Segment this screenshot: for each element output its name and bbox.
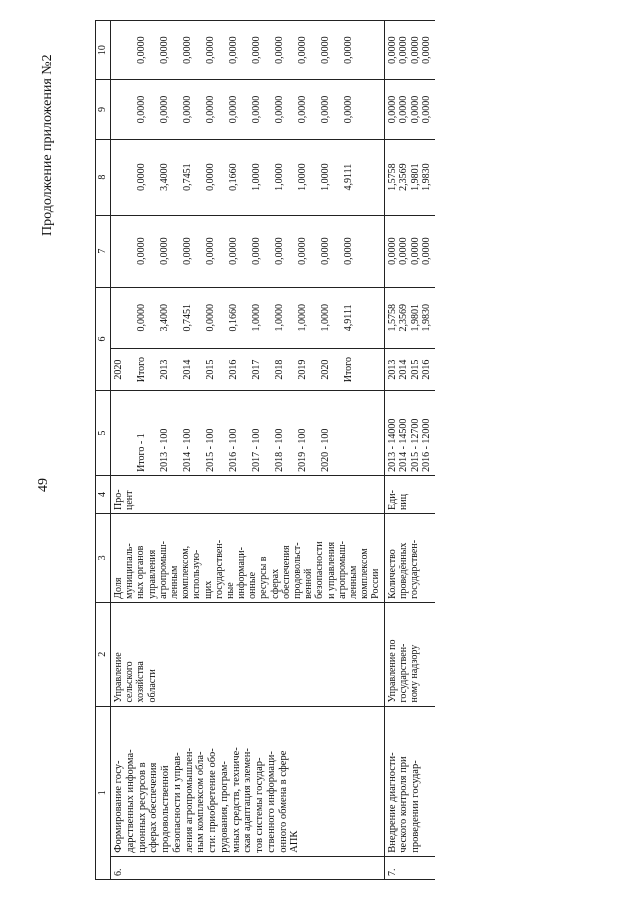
measure-name-line: ственного информаци- [265,751,277,853]
data-table [95,20,435,880]
year-line: 2014 [182,359,193,380]
column-number-row [96,21,111,880]
indicator-name-line: и управления [325,541,337,599]
other-funding-cell [111,21,385,80]
year-line: 2015 [205,359,216,380]
year-line: 2013 [386,359,398,380]
local-funding-line: 0,0000 [343,95,354,124]
unit-line: Еди- [386,490,398,510]
executor-line: области [146,669,158,703]
regional-funding-line [113,143,136,212]
federal-funding-line: 0,0000 [251,237,262,265]
federal-funding-line: 0,0000 [421,237,432,265]
other-funding-line: 0,0000 [136,36,147,64]
other-funding-line: 0,0000 [274,36,285,64]
measure-name-cell [111,706,385,856]
total-funding-line: 0,0000 [205,304,216,332]
indicator-name-line: сферах [269,568,281,599]
federal-funding-line: 0,0000 [136,237,147,265]
col-number: 7 [96,215,111,287]
other-funding-line: 0,0000 [398,36,409,64]
regional-funding-line: 1,9830 [421,163,432,191]
local-funding-line: 0,0000 [274,95,285,124]
local-funding-cell [384,80,435,139]
indicator-name-line: ленным [168,565,180,599]
table-row [384,21,435,880]
other-funding-line [113,24,136,76]
header-note: Продолжение приложения №2 [40,54,55,236]
federal-funding-line: 0,0000 [409,237,421,265]
row-number-cell: 6. [111,856,385,879]
executor-cell [384,602,435,706]
target-value-line: 2016 - 12000 [421,418,432,472]
regional-funding-line: 4,9111 [343,163,354,191]
local-funding-line [113,83,136,135]
year-line: 2019 [297,359,308,380]
col-number: 9 [96,80,111,139]
executor-line: хозяйства [135,661,147,703]
total-funding-line: 3,4000 [159,304,170,332]
regional-funding-line: 0,0000 [205,163,216,191]
total-funding-line: 2,3569 [398,304,409,332]
federal-funding-line: 0,0000 [343,237,354,265]
regional-funding-line: 1,5758 [386,163,398,191]
local-funding-line: 0,0000 [136,95,147,124]
col-number: 3 [96,513,111,602]
measure-name-line: онного обмена в сфере [277,750,289,853]
target-value-cell [384,391,435,476]
indicator-name-line: ленным [347,565,359,599]
other-funding-line: 0,0000 [251,36,262,64]
regional-funding-line: 0,7451 [182,163,193,191]
local-funding-line: 0,0000 [205,95,216,124]
col-number: 2 [96,602,111,706]
year-cell [384,348,435,390]
indicator-name-line: щих [202,580,214,599]
total-funding-line: 0,7451 [182,304,193,332]
executor-line: Управление [113,652,124,703]
indicator-name-line: использую- [191,549,203,599]
total-funding-cell [384,287,435,348]
measure-name-line: продовольственной [160,765,171,853]
federal-funding-line: 0,0000 [182,237,193,265]
year-line: 2020 [113,359,124,380]
unit-cell [384,475,435,513]
measure-name-line: безопасности и управ- [171,752,183,853]
indicator-name-line: ные [224,582,236,599]
indicator-name-cell [384,513,435,602]
year-line: 2015 [409,359,421,380]
federal-funding-line: 0,0000 [228,237,239,265]
measure-name-line: Формирование госу- [113,760,124,853]
col-number: 5 [96,391,111,476]
target-value-line: 2013 - 14000 [386,418,398,472]
local-funding-cell [111,80,385,139]
table-body [111,21,435,880]
target-value-line: 2020 - 100 [320,428,331,472]
local-funding-line: 0,0000 [386,95,398,124]
year-line: 2016 [421,359,432,380]
local-funding-line: 0,0000 [228,95,239,124]
year-line: 2014 [398,359,409,380]
indicator-name-line: венной [303,568,315,599]
unit-line: ниц [397,493,409,510]
total-funding-line: 4,9111 [343,304,354,332]
indicator-name-line: проведённых [397,542,409,599]
unit-cell [111,475,385,513]
indicator-name-line: Доля [113,577,124,599]
regional-funding-line: 1,0000 [251,163,262,191]
indicator-name-line: ных органов [135,545,147,599]
col-number: 10 [96,21,111,80]
federal-funding-line: 0,0000 [297,237,308,265]
target-value-line: 2014 - 100 [182,428,193,472]
other-funding-line: 0,0000 [228,36,239,64]
measure-name-line: Внедрение диагности- [386,752,398,853]
rotated-table-wrapper [95,20,638,880]
indicator-name-line: государствен- [408,539,420,599]
total-funding-line: 1,0000 [274,304,285,332]
regional-funding-line: 1,0000 [320,163,331,191]
measure-name-line: проведении государ- [410,760,421,853]
indicator-name-line: ресурсы в [258,556,270,599]
measure-name-line: АПК [289,830,301,853]
other-funding-line: 0,0000 [297,36,308,64]
measure-name-line: ным комплексом обла- [195,751,207,853]
indicator-name-line: государствен- [213,539,225,599]
measure-name-line: сти: приобретение обо- [207,748,218,853]
measure-name-line: сферах обеспечения [148,762,160,853]
regional-funding-cell [384,139,435,215]
executor-line: ному надзору [408,644,420,703]
measure-name-line: дарственных информа- [124,749,136,853]
other-funding-line: 0,0000 [205,36,216,64]
local-funding-line: 0,0000 [251,95,262,124]
federal-funding-line [113,219,136,284]
regional-funding-line: 0,1660 [228,163,239,191]
target-value-line: 2013 - 100 [159,428,170,472]
unit-line: цент [124,490,136,510]
local-funding-line: 0,0000 [297,95,308,124]
regional-funding-line: 3,4000 [159,163,170,191]
other-funding-line: 0,0000 [320,36,331,64]
other-funding-line: 0,0000 [409,36,421,64]
federal-funding-cell [111,215,385,287]
year-line: Итого [136,356,147,383]
target-value-line: 2017 - 100 [251,428,262,472]
indicator-name-line: продовольст- [292,542,303,599]
measure-name-line: ционных ресурсов в [136,762,148,853]
measure-name-line: ская адаптация элемен- [242,748,254,853]
year-cell [111,348,385,390]
federal-funding-line: 0,0000 [274,237,285,265]
indicator-name-line: безопасности [314,541,326,599]
regional-funding-line: 1,0000 [274,163,285,191]
regional-funding-line: 1,0000 [297,163,308,191]
unit-line: Про- [113,489,124,510]
page-number: 49 [36,478,51,492]
total-funding-line: 1,9830 [421,304,432,332]
year-line: Итого [343,356,354,383]
target-value-line: 2015 - 100 [205,428,216,472]
indicator-name-line: информаци- [236,547,248,599]
table-row [111,21,385,880]
total-funding-line: 0,0000 [136,304,147,332]
federal-funding-line: 0,0000 [386,237,398,265]
col-number: 6 [96,287,111,391]
local-funding-line: 0,0000 [421,95,432,124]
other-funding-line: 0,0000 [182,36,193,64]
year-line: 2020 [320,359,331,380]
federal-funding-line: 0,0000 [320,237,331,265]
indicator-name-line: России [370,568,382,599]
indicator-name-line: Количество [386,549,398,599]
executor-cell [111,602,385,706]
year-line: 2018 [274,359,285,380]
federal-funding-cell [384,215,435,287]
measure-name-line: ческого контроля при [398,756,410,853]
total-funding-line: 1,0000 [297,304,308,332]
target-value-line [113,394,136,472]
total-funding-line [113,291,136,345]
regional-funding-cell [111,139,385,215]
target-value-line: 2018 - 100 [274,428,285,472]
indicator-name-cell [111,513,385,602]
measure-name-line: мных средств, техниче- [230,747,242,853]
measure-name-line: тов системы государ- [254,757,265,853]
executor-line: государствен- [397,643,409,703]
target-value-cell [111,391,385,476]
federal-funding-line: 0,0000 [205,237,216,265]
target-value-line [343,394,366,472]
indicator-name-line: обеспечения [280,545,292,599]
total-funding-cell [111,287,385,348]
indicator-name-line: управления [146,549,158,599]
other-funding-line: 0,0000 [343,36,354,64]
row-number-cell: 7. [384,856,435,879]
local-funding-line: 0,0000 [398,95,409,124]
federal-funding-line: 0,0000 [159,237,170,265]
local-funding-line: 0,0000 [182,95,193,124]
indicator-name-line: агропромыш- [336,541,348,599]
indicator-name-line: агропромыш- [157,541,169,599]
col-number: 4 [96,475,111,513]
executor-line: сельского [124,661,136,703]
target-value-line: 2015 - 12700 [409,418,421,472]
target-value-line: Итого - 1 [136,433,147,472]
regional-funding-line: 2,3569 [398,163,409,191]
target-value-line: 2014 - 14500 [398,418,409,472]
measure-name-cell [384,706,435,856]
federal-funding-line: 0,0000 [398,237,409,265]
total-funding-line: 0,1660 [228,304,239,332]
total-funding-line: 1,0000 [251,304,262,332]
total-funding-line: 1,5758 [386,304,398,332]
indicator-name-line: онные [247,571,259,599]
indicator-name-line: муниципаль- [124,543,136,599]
total-funding-line: 1,0000 [320,304,331,332]
total-funding-line: 1,9801 [409,304,421,332]
measure-name-line: рудования, програм- [218,761,230,853]
col-number: 8 [96,139,111,215]
target-value-line: 2016 - 100 [228,428,239,472]
measure-name-line: ления агропромышлен- [183,747,195,853]
year-line: 2017 [251,359,262,380]
year-line: 2016 [228,359,239,380]
regional-funding-line: 1,9801 [409,163,421,191]
executor-line: Управление по [386,639,398,703]
other-funding-line: 0,0000 [386,36,398,64]
indicator-name-line: комплексом [359,548,371,599]
local-funding-line: 0,0000 [320,95,331,124]
local-funding-line: 0,0000 [159,95,170,124]
other-funding-line: 0,0000 [159,36,170,64]
target-value-line: 2019 - 100 [297,428,308,472]
other-funding-line: 0,0000 [421,36,432,64]
col-number: 1 [96,706,111,879]
other-funding-cell [384,21,435,80]
year-line: 2013 [159,359,170,380]
indicator-name-line: комплексом, [180,545,192,599]
local-funding-line: 0,0000 [409,95,421,124]
regional-funding-line: 0,0000 [136,163,147,191]
